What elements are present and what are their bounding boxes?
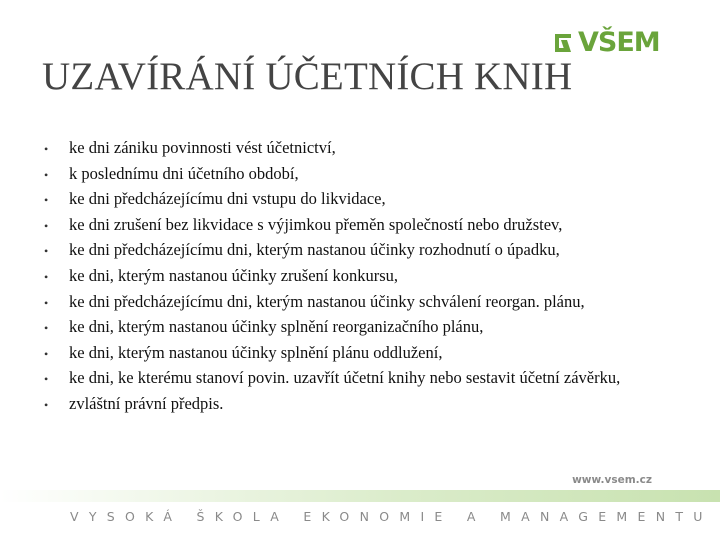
- bullet-icon: •: [44, 142, 49, 156]
- footer-school-name: VYSOKÁ ŠKOLA EKONOMIE A MANAGEMENTU: [70, 509, 713, 524]
- bullet-text: ke dni zrušení bez likvidace s výjimkou přeměn společností nebo družstev,: [69, 214, 563, 234]
- vsem-logo: [555, 27, 660, 58]
- bullet-text: k poslednímu dni účetního období,: [69, 163, 299, 183]
- bullet-icon: •: [44, 193, 49, 208]
- bullet-icon: •: [44, 397, 49, 412]
- list-item: [40, 189, 715, 215]
- slide-title: UZAVÍRÁNÍ ÚČETNÍCH KNIH: [42, 55, 573, 98]
- bullet-icon: •: [44, 167, 49, 182]
- bullet-text: ke dni předcházejícímu dni, kterým nastanou účinky rozhodnutí o úpadku,: [69, 240, 560, 260]
- list-item: [40, 215, 715, 241]
- bullet-icon: •: [44, 295, 49, 310]
- bullet-text: ke dni zániku povinnosti vést účetnictví,: [69, 138, 336, 157]
- list-item: [40, 266, 715, 292]
- bullet-text: ke dni, kterým nastanou účinky zrušení konkursu,: [69, 265, 399, 285]
- bullet-icon: •: [44, 346, 49, 361]
- bullet-icon: •: [44, 244, 49, 259]
- footer-accent-band: [0, 490, 720, 502]
- bullet-text: ke dni předcházejícímu dni, kterým nastanou účinky schválení reorgan. plánu,: [69, 291, 585, 311]
- logo-text: VŠEM: [578, 27, 660, 58]
- bullet-text: zvláštní právní předpis.: [69, 393, 224, 413]
- list-item: [40, 394, 715, 420]
- website-link[interactable]: www.vsem.cz: [572, 474, 652, 486]
- list-item: [40, 138, 715, 164]
- list-item: [40, 368, 715, 394]
- bullet-text: ke dni, kterým nastanou účinky splnění plánu oddlužení,: [69, 342, 443, 362]
- bullet-icon: •: [44, 372, 49, 387]
- list-item: [40, 164, 715, 190]
- list-item: [40, 292, 715, 318]
- bullet-icon: •: [44, 218, 49, 233]
- bullet-text: ke dni předcházejícímu dni vstupu do likvidace,: [69, 189, 386, 209]
- bullet-text: ke dni, ke kterému stanoví povin. uzavřít účetní knihy nebo sestavit účetní závěrku,: [69, 368, 621, 388]
- bullet-list: [40, 138, 715, 420]
- bullet-icon: •: [44, 321, 49, 336]
- bullet-icon: •: [44, 269, 49, 284]
- vsem-logo-icon: [555, 30, 575, 56]
- list-item: [40, 240, 715, 266]
- bullet-text: ke dni, kterým nastanou účinky splnění reorganizačního plánu,: [69, 317, 484, 337]
- list-item: [40, 317, 715, 343]
- list-item: [40, 343, 715, 369]
